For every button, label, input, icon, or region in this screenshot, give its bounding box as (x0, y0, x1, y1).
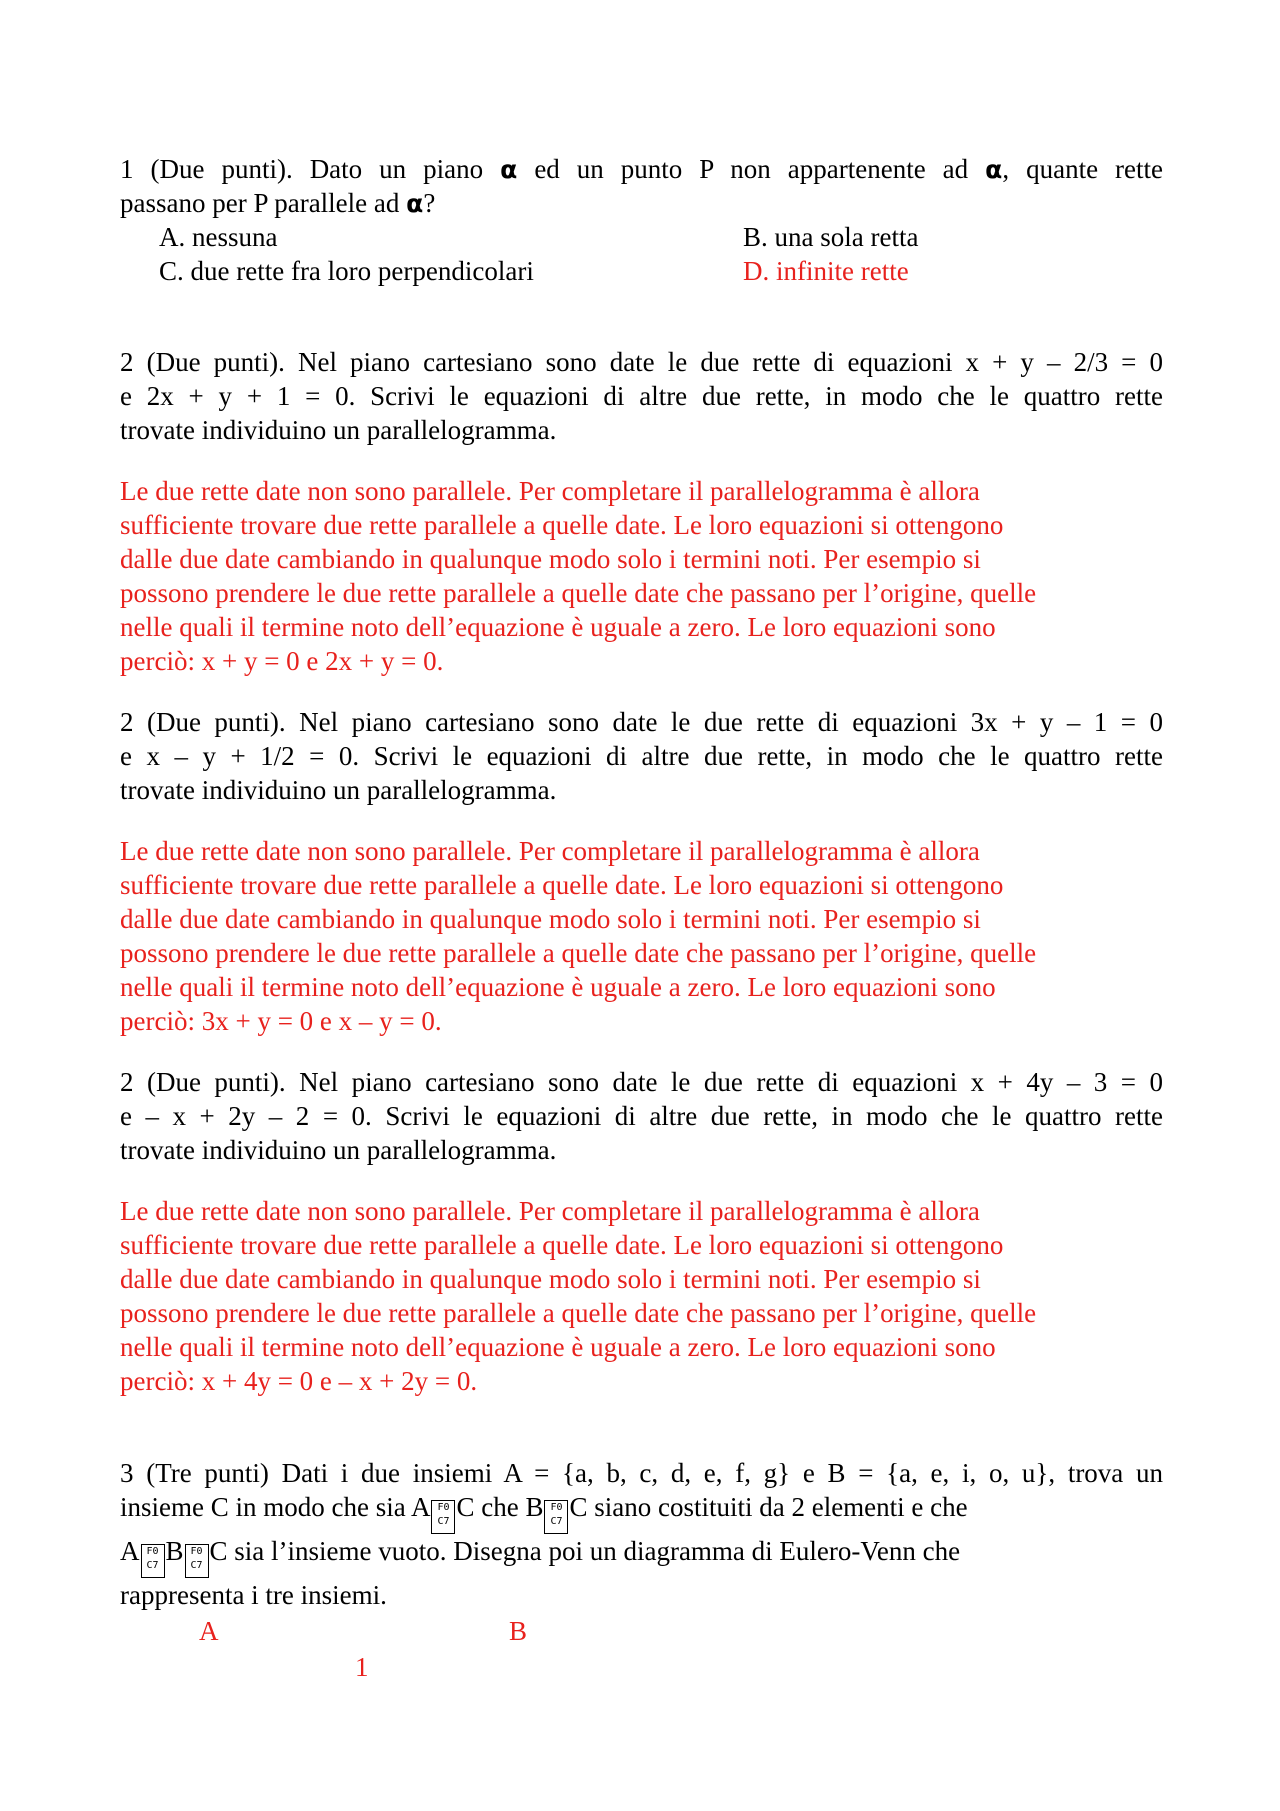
option-d-correct: D. infinite rette (743, 256, 909, 286)
question-2b: 2 (Due punti). Nel piano cartesiano sono date le due rette di equazioni 3x + y – 1 = 0 e x – y + 1/2 = 0. Scrivi le equazioni di altre due rette, in modo che le quattro rette trovate individuino un parallelogramma. (120, 707, 1163, 805)
alpha-symbol: α (985, 155, 1003, 184)
missing-glyph-icon: F0 C7 (185, 1544, 209, 1578)
alpha-symbol: α (500, 155, 518, 184)
answer-2a: Le due rette date non sono parallele. Per completare il parallelogramma è allora sufficiente trovare due rette parallele a quelle date. Le loro equazioni si ottengono dalle due date cambiando in qualunque modo solo i termini noti. Per esempio si possono prendere le due rette parallele a quelle date che passano per l’origine, quelle nelle quali il termine noto dell’equazione è uguale a zero. Le loro equazioni sono perciò: x + y = 0 e 2x + y = 0. (120, 476, 1037, 676)
option-b: B. una sola retta (743, 222, 919, 252)
missing-glyph-icon: F0 C7 (544, 1500, 568, 1534)
venn-label-1: 1 (355, 1652, 369, 1682)
alpha-symbol: α (406, 189, 424, 218)
document-page: 1 (Due punti). Dato un piano α ed un punto P non appartenente ad α, quante rette passano per P parallele ad α? A. nessuna B. una sola retta C. due rette fra loro perpendicolari D. infinite rette 2 (Due punti). Nel piano cartesiano sono date le due rette di equazioni x + y – 2/3 = 0 e 2x + y + 1 = 0. Scrivi le equazioni di altre due rette, in modo che le quattro rette trovate individuino un parallelogramma. Le due rette date non sono parallele. Per completare il parallelogramma è allora sufficiente trovare due rette parallele a quelle date. Le loro equazioni si ottengono dalle due date cambiando in qualunque modo solo i termini noti. Per esempio si possono prendere le due rette parallele a quelle date che passano per l’origine, quelle nelle quali il termine noto dell’equazione è uguale a zero. Le loro equazioni sono perciò: x + y = 0 e 2x + y = 0. 2 (Due punti). Nel piano cartesiano sono date le due rette di equazioni 3x + y – 1 = 0 e x – y + 1/2 = 0. Scrivi le equazioni di altre due rette, in modo che le quattro rette trovate individuino un parallelogramma. Le due rette date non sono parallele. Per completare il parallelogramma è allora sufficiente trovare due rette parallele a quelle date. Le loro equazioni si ottengono dalle due date cambiando in qualunque modo solo i termini noti. Per esempio si possono prendere le due rette parallele a quelle date che passano per l’origine, quelle nelle quali il termine noto dell’equazione è uguale a zero. Le loro equazioni sono perciò: 3x + y = 0 e x – y = 0. 2 (Due punti). Nel piano cartesiano sono date le due rette di equazioni x + 4y – 3 = 0 e – x + 2y – 2 = 0. Scrivi le equazioni di altre due rette, in modo che le quattro rette trovate individuino un parallelogramma. Le due rette date non sono parallele. Per completare il parallelogramma è allora sufficiente trovare due rette parallele a quelle date. Le loro equazioni si ottengono dalle due date cambiando in qualunque modo solo i termini noti. Per esempio si possono prendere le due rette parallele a quelle date che passano per l’origine, quelle nelle quali il termine noto dell’equazione è uguale a zero. Le loro equazioni sono perciò: x + 4y = 0 e – x + 2y = 0. 3 (Tre punti) Dati i due insiemi A = {a, b, c, d, e, f, g} e B = {a, e, i, o, u}, trova un insieme C in modo che sia A F0 C7 C che B F0 C7 C siano costituiti da 2 elementi e che A F0 C7 B F0 C7 C sia l’insieme vuoto. Disegna poi un diagramma di Eulero-Venn che rappresenta i tre insiemi. A B 1 (120, 154, 1164, 1682)
question-3: 3 (Tre punti) Dati i due insiemi A = {a, b, c, d, e, f, g} e B = {a, e, i, o, u}, trova un insieme C in modo che sia A F0 C7 C che B F0 C7 C siano costituiti da 2 elementi e che A F0 C7 B F0 C7 C sia l’insieme vuoto. Disegna poi un diagramma di Eulero-Venn che rappresenta i tre insiemi. (120, 1458, 1163, 1610)
venn-label-b: B (509, 1616, 528, 1646)
question-2c: 2 (Due punti). Nel piano cartesiano sono date le due rette di equazioni x + 4y – 3 = 0 e – x + 2y – 2 = 0. Scrivi le equazioni di altre due rette, in modo che le quattro rette trovate individuino un parallelogramma. (120, 1067, 1163, 1165)
missing-glyph-icon: F0 C7 (141, 1544, 165, 1578)
answer-2c: Le due rette date non sono parallele. Per completare il parallelogramma è allora sufficiente trovare due rette parallele a quelle date. Le loro equazioni si ottengono dalle due date cambiando in qualunque modo solo i termini noti. Per esempio si possono prendere le due rette parallele a quelle date che passano per l’origine, quelle nelle quali il termine noto dell’equazione è uguale a zero. Le loro equazioni sono perciò: x + 4y = 0 e – x + 2y = 0. (120, 1196, 1037, 1396)
option-a: A. nessuna (159, 222, 278, 252)
venn-label-a: A (199, 1616, 219, 1646)
answer-2b: Le due rette date non sono parallele. Per completare il parallelogramma è allora sufficiente trovare due rette parallele a quelle date. Le loro equazioni si ottengono dalle due date cambiando in qualunque modo solo i termini noti. Per esempio si possono prendere le due rette parallele a quelle date che passano per l’origine, quelle nelle quali il termine noto dell’equazione è uguale a zero. Le loro equazioni sono perciò: 3x + y = 0 e x – y = 0. (120, 836, 1037, 1036)
missing-glyph-icon: F0 C7 (431, 1500, 455, 1534)
option-c: C. due rette fra loro perpendicolari (159, 256, 534, 286)
question-2a: 2 (Due punti). Nel piano cartesiano sono date le due rette di equazioni x + y – 2/3 = 0 e 2x + y + 1 = 0. Scrivi le equazioni di altre due rette, in modo che le quattro rette trovate individuino un parallelogramma. (120, 347, 1163, 445)
question-1: 1 (Due punti). Dato un piano α ed un punto P non appartenente ad α, quante rette (120, 154, 1164, 184)
